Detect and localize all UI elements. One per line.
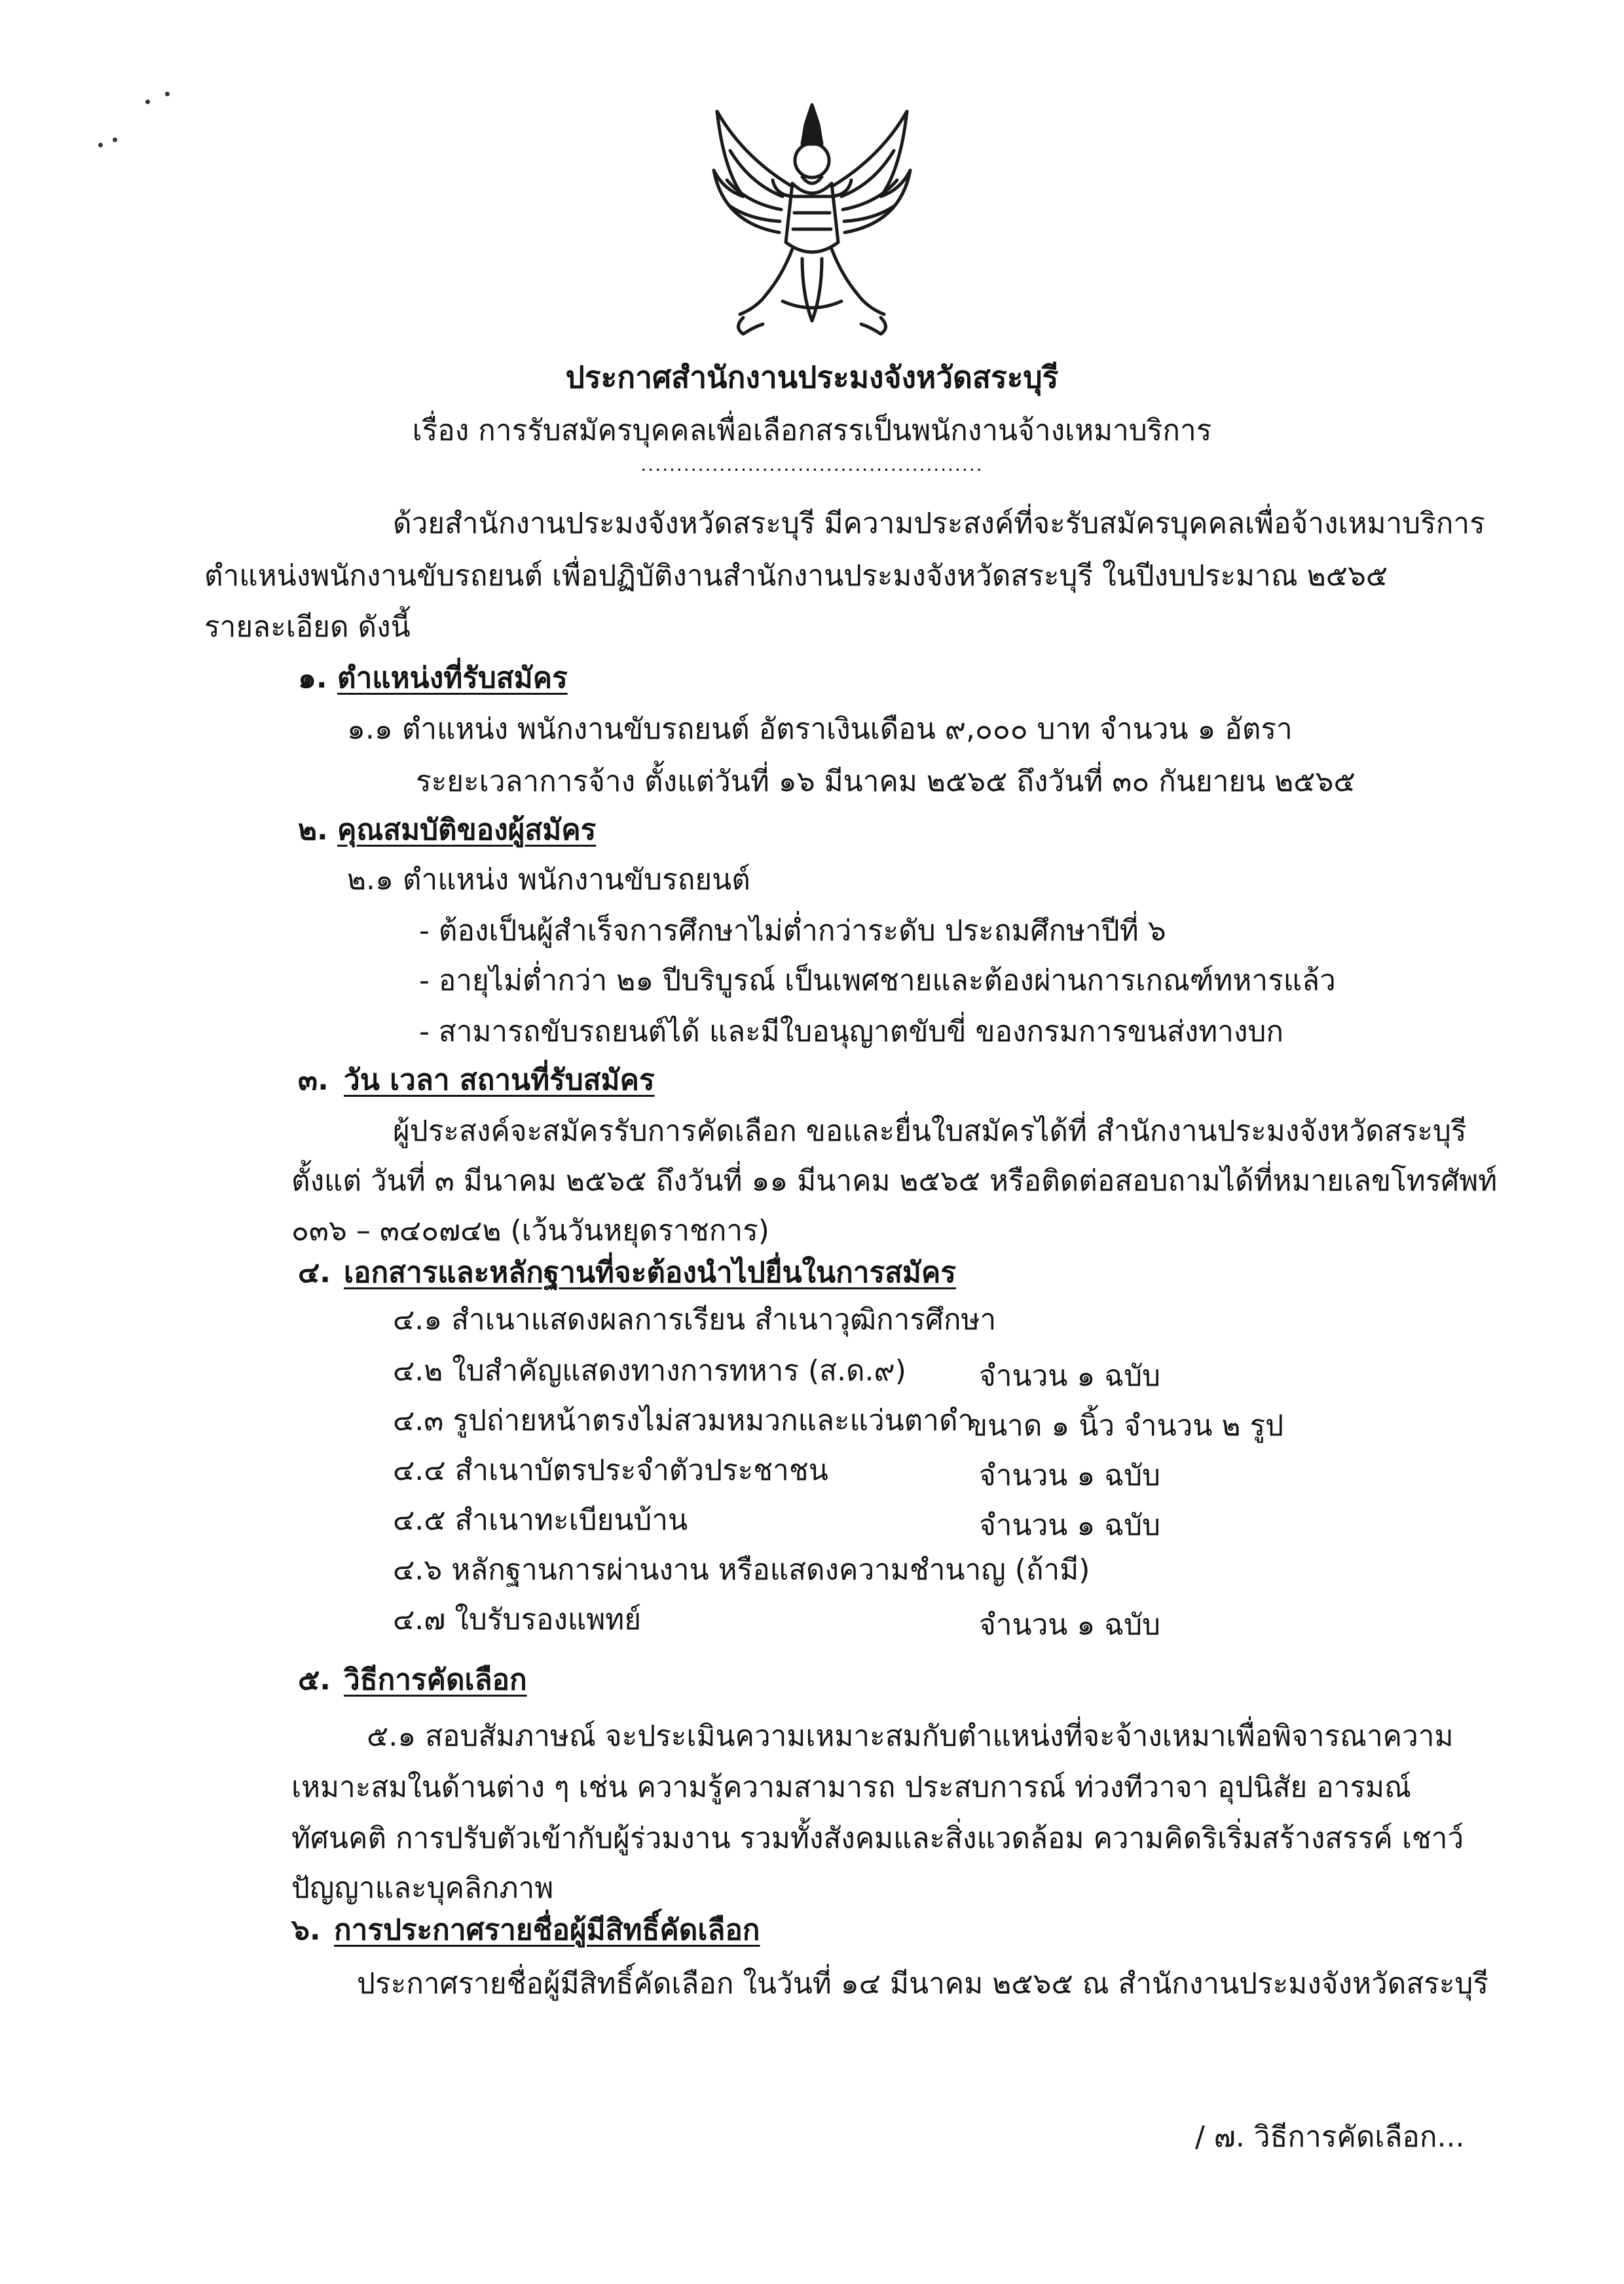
list-item: - ต้องเป็นผู้สำเร็จการศึกษาไม่ต่ำกว่าระดับ ประถมศึกษาปีที่ ๖ <box>419 914 1166 948</box>
intro-line: รายละเอียด ดังนี้ <box>204 610 411 644</box>
document-title: ประกาศสำนักงานประมงจังหวัดสระบุรี <box>565 359 1059 395</box>
scan-speck <box>98 143 103 147</box>
intro-line: ตำแหน่งพนักงานขับรถยนต์ เพื่อปฏิบัติงานสำนักงานประมงจังหวัดสระบุรี ในปีงบประมาณ ๒๕๖๕ <box>204 559 1388 593</box>
section-text: เหมาะสมในด้านต่าง ๆ เช่น ความรู้ความสามารถ ประสบการณ์ ท่วงทีวาจา อุปนิสัย อารมณ์ <box>291 1771 1411 1804</box>
section-text: ปัญญาและบุคลิกภาพ <box>291 1871 554 1905</box>
document-item-label: ๔.๗ ใบรับรองแพทย์ <box>393 1603 642 1636</box>
scan-speck <box>113 138 117 142</box>
garuda-emblem-icon <box>704 98 920 341</box>
section-number: ๑. <box>298 661 327 695</box>
section-text: ทัศนคติ การปรับตัวเข้ากับผู้ร่วมงาน รวมทั้งสังคมและสิ่งแวดล้อม ความคิดริเริ่มสร้างสรรค์ เชาว์ <box>291 1822 1464 1855</box>
section-number: ๖. <box>291 1913 321 1947</box>
section-text: ประกาศรายชื่อผู้มีสิทธิ์คัดเลือก ในวันที่ ๑๔ มีนาคม ๒๕๖๕ ณ สำนักงานประมงจังหวัดสระบุรี <box>357 1967 1489 2000</box>
document-item-label: ๔.๕ สำเนาทะเบียนบ้าน <box>393 1503 688 1537</box>
section-text: ตั้งแต่ วันที่ ๓ มีนาคม ๒๕๖๕ ถึงวันที่ ๑๑ มีนาคม ๒๕๖๕ หรือติดต่อสอบถามได้ที่หมายเลขโทรศัพท์ <box>291 1164 1498 1198</box>
section-heading: วัน เวลา สถานที่รับสมัคร <box>344 1063 655 1097</box>
section-text: ๕.๑ สอบสัมภาษณ์ จะประเมินความเหมาะสมกับตำแหน่งที่จะจ้างเหมาเพื่อพิจารณาความ <box>367 1720 1454 1753</box>
section-heading: วิธีการคัดเลือก <box>344 1663 527 1697</box>
section-item: ๒.๑ ตำแหน่ง พนักงานขับรถยนต์ <box>347 863 750 896</box>
document-subject: เรื่อง การรับสมัครบุคคลเพื่อเลือกสรรเป็นพนักงานจ้างเหมาบริการ <box>412 414 1212 447</box>
document-item-label: ๔.๔ สำเนาบัตรประจำตัวประชาชน <box>393 1454 828 1487</box>
scan-speck <box>145 100 150 104</box>
document-item-qty: จำนวน ๑ ฉบับ <box>979 1608 1161 1642</box>
section-text: ผู้ประสงค์จะสมัครรับการคัดเลือก ขอและยื่นใบสมัครได้ที่ สำนักงานประมงจังหวัดสระบุรี <box>393 1114 1467 1148</box>
section-heading: คุณสมบัติของผู้สมัคร <box>337 813 597 847</box>
section-item: ระยะเวลาการจ้าง ตั้งแต่วันที่ ๑๖ มีนาคม ๒๕๖๕ ถึงวันที่ ๓๐ กันยายน ๒๕๖๕ <box>416 765 1356 798</box>
section-text: ๐๓๖ – ๓๔๐๗๔๒ (เว้นวันหยุดราชการ) <box>291 1214 769 1247</box>
section-item: ๑.๑ ตำแหน่ง พนักงานขับรถยนต์ อัตราเงินเดือน ๙,๐๐๐ บาท จำนวน ๑ อัตรา <box>347 712 1293 746</box>
document-item-label: ๔.๖ หลักฐานการผ่านงาน หรือแสดงความชำนาญ (ถ้ามี) <box>393 1553 1090 1587</box>
document-item-qty: จำนวน ๑ ฉบับ <box>979 1359 1161 1393</box>
section-heading: ตำแหน่งที่รับสมัคร <box>337 661 568 695</box>
section-heading: การประกาศรายชื่อผู้มีสิทธิ์คัดเลือก <box>334 1913 760 1947</box>
section-number: ๕. <box>298 1663 331 1697</box>
section-number: ๒. <box>298 813 328 847</box>
title-separator: ................................................ <box>640 454 984 475</box>
document-item-label: ๔.๓ รูปถ่ายหน้าตรงไม่สวมหมวกและแว่นตาดำ <box>393 1404 974 1437</box>
document-item-qty: ขนาด ๑ นิ้ว จำนวน ๒ รูป <box>968 1409 1284 1443</box>
scan-speck <box>165 92 170 96</box>
document-item-qty: จำนวน ๑ ฉบับ <box>979 1509 1161 1542</box>
document-item-label: ๔.๑ สำเนาแสดงผลการเรียน สำเนาวุฒิการศึกษา <box>393 1303 997 1336</box>
section-number: ๓. <box>298 1063 329 1097</box>
continuation-note: / ๗. วิธีการคัดเลือก... <box>1195 2120 1465 2154</box>
list-item: - อายุไม่ต่ำกว่า ๒๑ ปีบริบูรณ์ เป็นเพศชายและต้องผ่านการเกณฑ์ทหารแล้ว <box>419 964 1336 997</box>
document-item-label: ๔.๒ ใบสำคัญแสดงทางการทหาร (ส.ด.๙) <box>393 1354 906 1388</box>
section-heading: เอกสารและหลักฐานที่จะต้องนำไปยื่นในการสมัคร <box>344 1256 956 1289</box>
list-item: - สามารถขับรถยนต์ได้ และมีใบอนุญาตขับขี่ ของกรมการขนส่งทางบก <box>419 1015 1284 1048</box>
document-item-qty: จำนวน ๑ ฉบับ <box>979 1459 1161 1492</box>
intro-line: ด้วยสำนักงานประมงจังหวัดสระบุรี มีความประสงค์ที่จะรับสมัครบุคคลเพื่อจ้างเหมาบริการ <box>393 507 1485 540</box>
section-number: ๔. <box>298 1256 331 1289</box>
